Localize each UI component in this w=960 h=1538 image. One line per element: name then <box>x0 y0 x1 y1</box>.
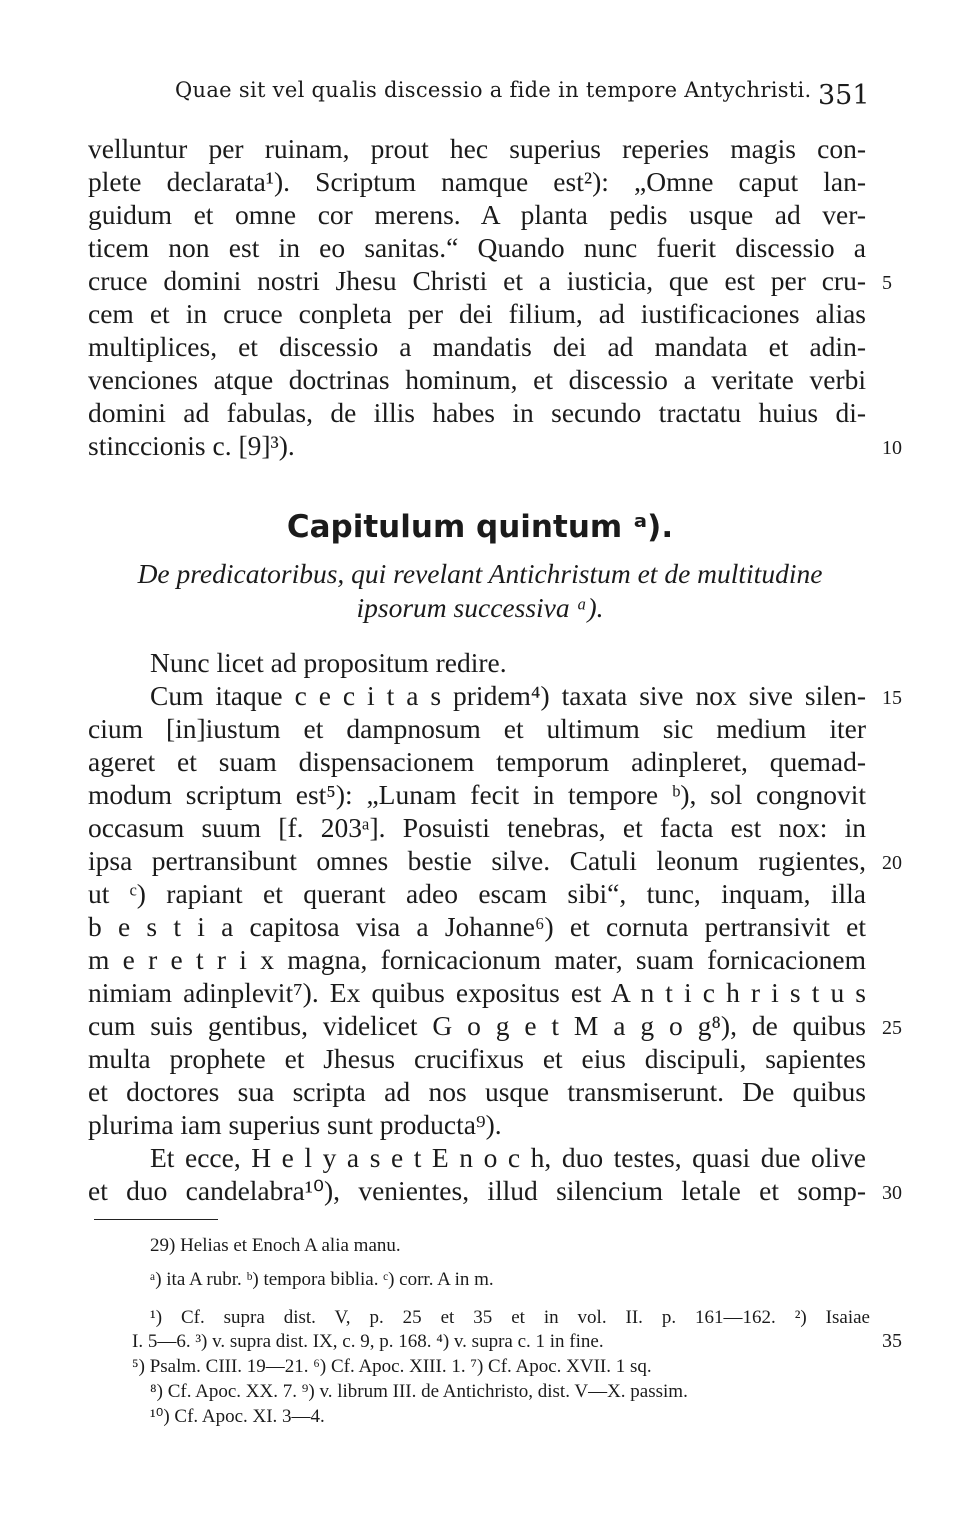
page-number: 351 <box>818 80 870 111</box>
footnote-line: ⁵) Psalm. CIII. 19—21. ⁶) Cf. Apoc. XIII. 1. ⁷) Cf. Apoc. XVII. 1 sq. <box>132 1356 652 1377</box>
text-line: multa prophete et Jhesus crucifixus et eius discipuli, sapientes <box>88 1043 866 1074</box>
text-line: b e s t i a capitosa visa a Johanne⁶) et cornuta pertransivit et <box>88 911 866 942</box>
text-line: m e r e t r i x magna, fornicacionum mater, suam fornicacionem <box>88 944 866 975</box>
text-line: occasum suum [f. 203ᵃ]. Posuisti tenebras, et facta est nox: in <box>88 812 866 843</box>
footnote-line: ¹) Cf. supra dist. V, p. 25 et 35 et in vol. II. p. 161—162. ²) Isaiae <box>150 1307 870 1328</box>
margin-line-number: 20 <box>882 852 902 874</box>
text-line: nimiam adinplevit⁷). Ex quibus expositus est A n t i c h r i s t u s <box>88 977 866 1008</box>
footnote-line: ᵃ) ita A rubr. ᵇ) tempora biblia. ᶜ) corr. A in m. <box>150 1269 494 1290</box>
text-line: plurima iam superius sunt producta⁹). <box>88 1109 502 1140</box>
text-line: ticem non est in eo sanitas.“ Quando nunc fuerit discessio a <box>88 232 866 263</box>
text-line: plete declarata¹). Scriptum namque est²): „Omne caput lan- <box>88 166 866 197</box>
text-line: Nunc licet ad propositum redire. <box>150 647 507 678</box>
margin-line-number: 35 <box>882 1330 902 1352</box>
margin-line-number: 25 <box>882 1017 902 1039</box>
text-line: guidum et omne cor merens. A planta pedis usque ad ver- <box>88 199 866 230</box>
margin-line-number: 15 <box>882 687 902 709</box>
margin-line-number: 5 <box>882 272 892 294</box>
text-line: et duo candelabra¹⁰), venientes, illud silencium letale et somp- <box>88 1175 866 1206</box>
footnote-divider <box>94 1219 218 1220</box>
footnote-line: I. 5—6. ³) v. supra dist. IX, c. 9, p. 168. ⁴) v. supra c. 1 in fine. <box>132 1331 604 1352</box>
chapter-subtitle-line: ipsorum successiva ᵃ). <box>356 592 604 623</box>
text-line: modum scriptum est⁵): „Lunam fecit in tempore ᵇ), sol congnovit <box>88 779 866 810</box>
margin-line-number: 30 <box>882 1182 902 1204</box>
text-line: cum suis gentibus, videlicet G o g e t M a g o g⁸), de quibus <box>88 1010 866 1041</box>
text-line: Cum itaque c e c i t a s pridem⁴) taxata sive nox sive silen- <box>150 680 866 711</box>
text-line: ageret et suam dispensacionem temporum adinpleret, quemad- <box>88 746 866 777</box>
text-line: cruce domini nostri Jhesu Christi et a iusticia, que est per cru- <box>88 265 866 296</box>
text-line: Et ecce, H e l y a s e t E n o c h, duo testes, quasi due olive <box>150 1142 866 1173</box>
chapter-title: Capitulum quintum ᵃ). <box>286 509 674 545</box>
footnote-line: 29) Helias et Enoch A alia manu. <box>150 1235 401 1256</box>
text-line: ut ᶜ) rapiant et querant adeo escam sibi“, tunc, inquam, illa <box>88 878 866 909</box>
text-line: venciones atque doctrinas hominum, et discessio a veritate verbi <box>88 364 866 395</box>
text-line: domini ad fabulas, de illis habes in secundo tractatu huius di- <box>88 397 866 428</box>
text-line: et doctores sua scripta ad nos usque transmiserunt. De quibus <box>88 1076 866 1107</box>
footnote-line: ⁸) Cf. Apoc. XX. 7. ⁹) v. librum III. de Antichristo, dist. V—X. passim. <box>150 1381 688 1402</box>
running-header: Quae sit vel qualis discessio a fide in tempore Antychristi. <box>175 78 812 102</box>
text-line: multiplices, et discessio a mandatis dei ad mandata et adin- <box>88 331 866 362</box>
text-line: cem et in cruce conpleta per dei filium, ad iustificaciones alias <box>88 298 866 329</box>
text-line: ipsa pertransibunt omnes bestie silve. Catuli leonum rugientes, <box>88 845 866 876</box>
footnote-line: ¹⁰) Cf. Apoc. XI. 3—4. <box>150 1406 325 1427</box>
text-line: velluntur per ruinam, prout hec superius reperies magis con- <box>88 133 866 164</box>
text-line: stinccionis c. [9]³). <box>88 430 295 461</box>
text-line: cium [in]iustum et dampnosum et ultimum sic medium iter <box>88 713 866 744</box>
margin-line-number: 10 <box>882 437 902 459</box>
chapter-subtitle-line: De predicatoribus, qui revelant Antichristum et de multitudine <box>137 558 823 589</box>
